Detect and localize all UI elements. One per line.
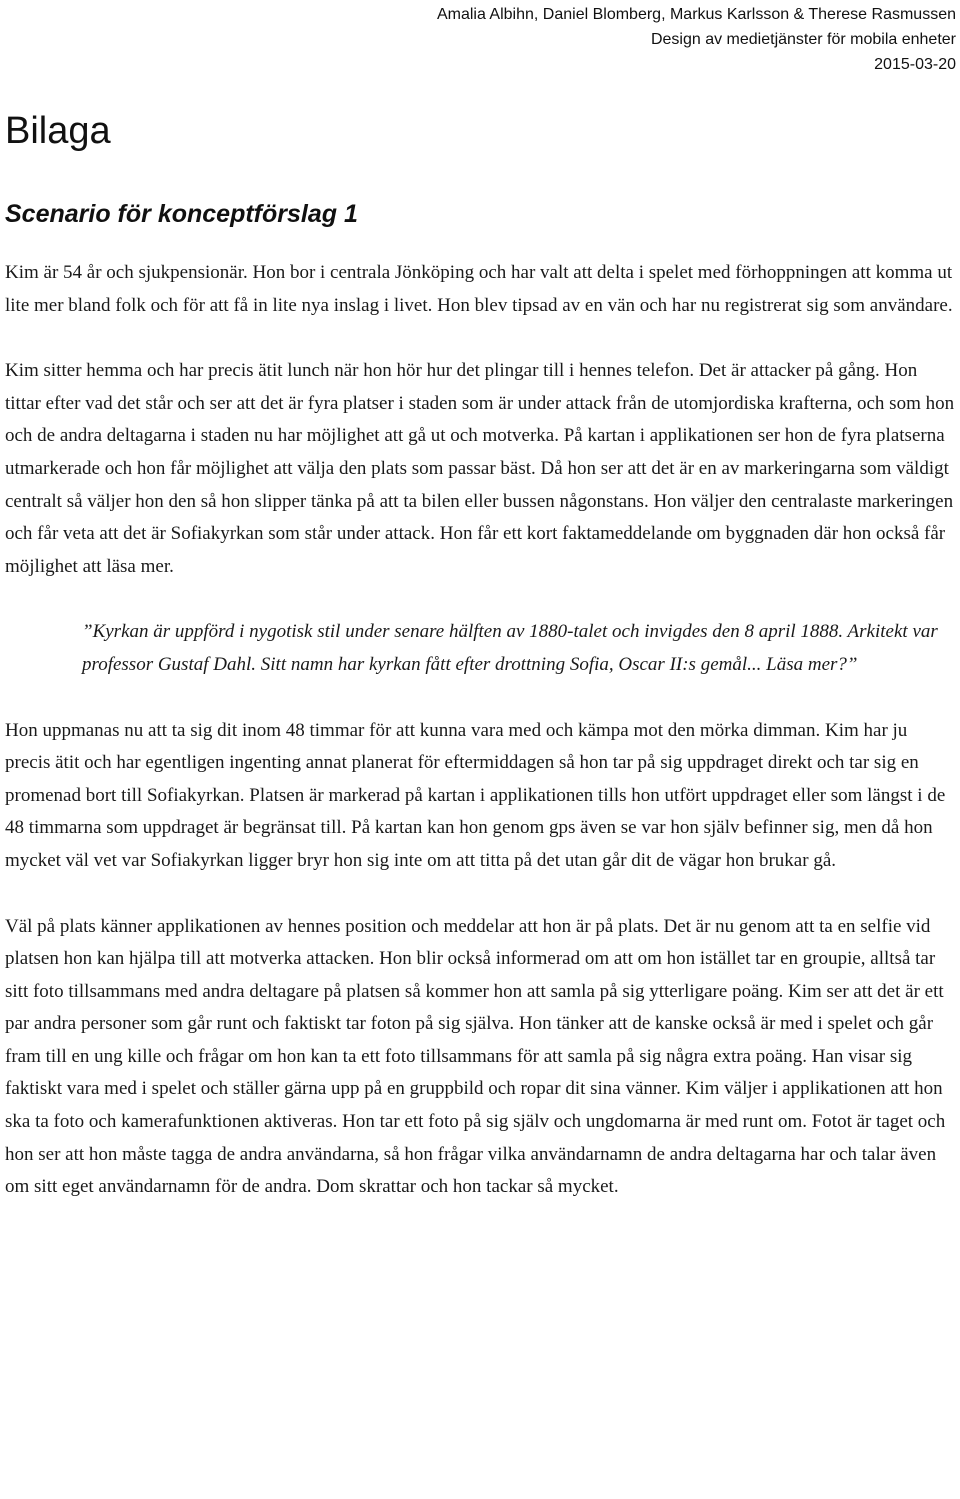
paragraph-intro: Kim är 54 år och sjukpensionär. Hon bor i centrala Jönköping och har valt att delta i spelet med förhoppningen att komma ut lite mer bland folk och för att få in lite nya inslag i livet. Hon blev tipsad av en vän och har nu registrerat sig som användare. — [5, 262, 953, 316]
document-title: Bilaga — [5, 110, 111, 152]
section-heading: Scenario för konceptförslag 1 — [5, 200, 358, 228]
header-date: 2015-03-20 — [874, 56, 956, 73]
quote-fact-message: ”Kyrkan är uppförd i nygotisk stil under senare hälften av 1880-talet och invigdes den 8 april 1888. Arkitekt var professor Gustaf Dahl. Sitt namn har kyrkan fått efter drottning Sofia, Oscar II:s gemål... Läsa mer?” — [82, 621, 938, 675]
document-body — [5, 257, 955, 1204]
paragraph-on-site: Väl på plats känner applikationen av hennes position och meddelar att hon är på plats. Det är nu genom att ta en selfie vid platsen hon kan hjälpa till att motverka attacken. Hon blir också informerad om att om hon istället tar en groupie, alltså tar sitt foto tillsammans med andra deltagare på platsen så kommer hon att samla på sig ytterligare poäng. Kim ser att det är ett par andra personer som går runt och faktiskt tar foton på sig själva. Hon tänker att de kanske också är med i spelet och går fram till en ung kille och frågar om hon kan ta ett foto tillsammans för att samla på sig några extra poäng. Han visar sig faktiskt vara med i spelet och ställer gärna upp på en gruppbild och ropar dit sina vänner. Kim väljer i applikationen att hon ska ta foto och kamerafunktionen aktiveras. Hon tar ett foto på sig själv och ungdomarna är med runt om. Fotot är taget och hon ser att hon måste tagga de andra användarna, så hon frågar vilka användarnamn de andra deltagarna har och talar även om sitt eget användarnamn för de andra. Dom skrattar och hon tackar så mycket. — [5, 915, 946, 1198]
header-course: Design av medietjänster för mobila enheter — [650, 31, 956, 48]
header-authors: Amalia Albihn, Daniel Blomberg, Markus Karlsson & Therese Rasmussen — [436, 6, 956, 23]
page-header — [437, 2, 956, 77]
paragraph-attack: Kim sitter hemma och har precis ätit lunch när hon hör hur det plingar till i hennes telefon. Det är attacker på gång. Hon tittar efter vad det står och ser att det är fyra platser i staden som är under attack från de utomjordiska krafterna, och som hon och de andra deltagarna i staden nu har möjlighet att gå ut och motverka. På kartan i applikationen ser hon de fyra platserna utmarkerade och hon får möjlighet att välja den plats som passar bäst. Då hon ser att det är en av markeringarna som väldigt centralt så väljer hon den så hon slipper tänka på att ta bilen eller bussen någonstans. Hon väljer den centralaste markeringen och får veta att det är Sofiakyrkan som står under attack. Hon får ett kort faktameddelande om byggnaden där hon också får möjlighet att läsa mer. — [5, 360, 955, 577]
paragraph-mission: Hon uppmanas nu att ta sig dit inom 48 timmar för att kunna vara med och kämpa mot den mörka dimman. Kim har ju precis ätit och har egentligen ingenting annat planerat för eftermiddagen så hon tar på sig uppdraget direkt och tar sig en promenad bort till Sofiakyrkan. Platsen är markerad på kartan i applikationen tills hon utfört uppdraget eller som längst i de 48 timmarna som uppdraget är begränsat till. På kartan kan hon genom gps även se var hon själv befinner sig, men då hon mycket väl vet var Sofiakyrkan ligger bryr hon sig inte om att titta på det utan går dit de vägar hon brukar gå. — [5, 719, 946, 871]
